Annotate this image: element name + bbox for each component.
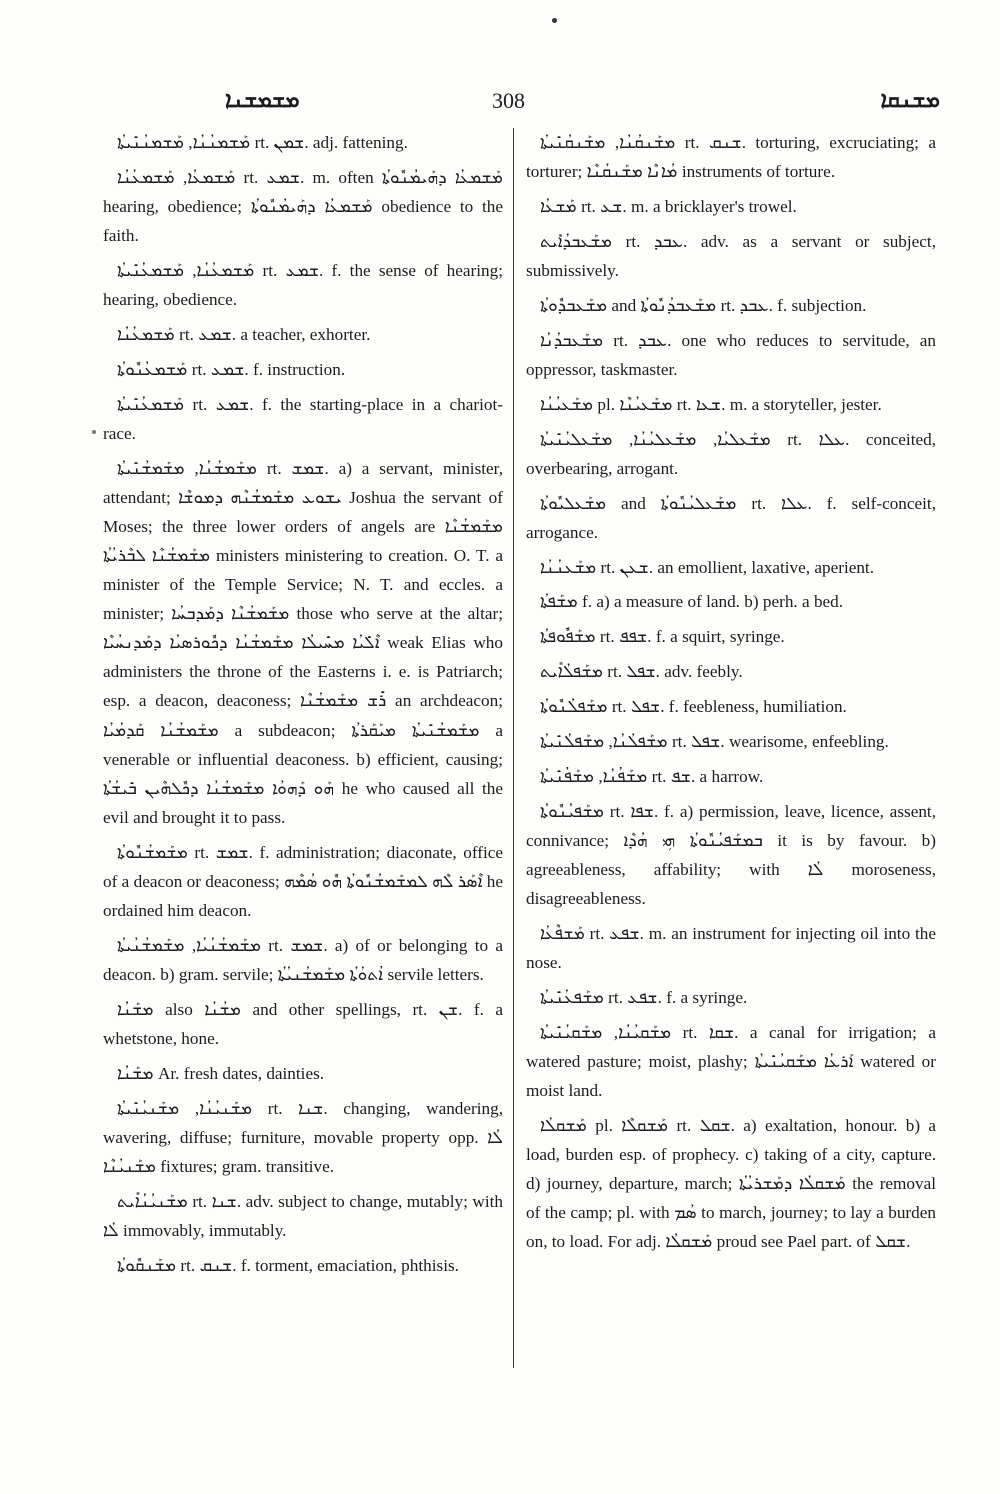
dictionary-entry: ܡܫܰܡܫܳܢܳܐ, ܡܫܰܡܫܳܢܺܝܬܳܐ rt. ܫܡܫ. a) a servant, minister, attendant; ܝܫܘܥ ܡܫܰܡܫܳܢܶܗ ܕܡܘܫܶܐ Joshua the servant of Moses; the three lower orders of angels are ܡܫܰܡܫܳܢܶܐ ܡܫܰܡܫܳܢܶܐ ܠܒܶܪܝܳܬܳܐ ministers ministering to creation. O. T. a minister of the Temple Service; N. T. and eccles. a minister; ܡܫܰܡܫܳܢܶܐ ܕܡܰܕܒܚܳܐ those who serve at the altar; ܐܶܠܺܝܳܐ ܡܚܺܝܠܳܐ ܡܫܰܡܫܳܢܳܐ ܕܟܽܘܪܣܝܳܐ ܕܡܰܕܢܚܳܝܶܐ weak Elias who administers the throne of the Easterns i. e. is Patriarch; esp. a deacon, deaconess; ܪܺܫ ܡܫܰܡܫܳܢܶܐ an archdeacon; ܡܫܰܡܫܳܢܳܐ ܩܰܕܡܳܝܳܐ a subdeacon; ܡܫܰܡܫܳܢܺܝܬܳܐ ܡܝܰܩܰܪܬܳܐ a venerable or influential deaconess. b) efficient, causing; ܗܰܘ ܕܰܗܘܳܐ ܡܫܰܡܫܳܢܳܐ ܕܟܽܠܗܶܝܢ ܒܺܝܫܳܬܳܐ he who caused all the evil and brought it to pass. <box>103 458 503 827</box>
dictionary-entry: ܡܰܫܡܥܳܐ, ܡܰܫܡܥܳܢܳܐ rt. ܫܡܥ. m. often ܡܰܫܡܥܳܐ ܕܗܰܝܡܳܢܽܘܬܳܐ hearing, obedience; ܡܰܫܡܥܳܐ ܕܗܰܝܡܳܢܽܘܬܳܐ obedience to the faith. <box>103 167 504 246</box>
ink-speck <box>552 18 557 23</box>
page-header <box>110 84 960 120</box>
dictionary-entry: ܡܫܰܥܠܝܳܐ, ܡܫܰܥܠܝܳܢܳܐ, ܡܫܰܥܠܝܳܢܺܝܬܳܐ rt. ܥܠܐ. conceited, overbearing, arrogant. <box>526 429 936 478</box>
dictionary-entry: ܡܫܰܥܠܝܽܘܬܳܐ and ܡܫܰܥܠܝܳܢܽܘܬܳܐ rt. ܥܠܐ. f. self-conceit, arrogance. <box>526 493 937 542</box>
dictionary-entry: ܡܫܰܥܒܕܽܘܬܳܐ and ܡܫܰܥܒܕܳܢܽܘܬܳܐ rt. ܥܒܕ. f. subjection. <box>540 295 867 315</box>
dictionary-entry: ܡܰܫܡܢܳܢܳܐ, ܡܰܫܡܢܳܢܺܝܬܳܐ rt. ܫܡܢ. adj. fattening. <box>117 133 408 152</box>
dictionary-entry: ܡܫܰܦܬܳܐ f. a) a measure of land. b) perh. a bed. <box>540 592 844 612</box>
dictionary-entry: ܡܫܰܢܝܳܢܳܐ, ܡܫܰܢܝܳܢܺܝܬܳܐ rt. ܫܢܐ. changing, wandering, wavering, diffuse; furniture, movable property opp. ܠܳܐ ܡܫܰܢܝܳܢܶܐ fixtures; gram. transitive. <box>103 1098 504 1176</box>
dictionary-entry: ܡܫܰܢܩܽܘܬܳܐ rt. ܫܢܩ. f. torment, emaciation, phthisis. <box>117 1255 459 1275</box>
dictionary-entry: ܡܰܫܡܥܳܢܺܝܬܳܐ rt. ܫܡܥ. f. the starting-place in a chariot-race. <box>103 394 503 443</box>
dictionary-entry: ܡܰܫܡܥܳܢܳܐ, ܡܰܫܡܥܳܢܺܝܬܳܐ rt. ܫܡܥ. f. the sense of hearing; hearing, obedience. <box>103 260 503 310</box>
page-number: 308 <box>492 88 525 113</box>
dictionary-entry: ܡܫܰܦܠܳܢܳܐ, ܡܫܰܦܠܳܢܺܝܬܳܐ rt. ܫܦܠ. wearisome, enfeebling. <box>540 732 889 752</box>
dictionary-entry: ܡܰܫܦܶܥܳܐ rt. ܫܦܥ. m. an instrument for injecting oil into the nose. <box>526 924 937 973</box>
right-column <box>526 128 936 1262</box>
ink-speck <box>92 430 96 434</box>
dictionary-entry: ܡܰܫܡܥܳܢܳܐ rt. ܫܡܥ. a teacher, exhorter. <box>117 324 371 344</box>
dictionary-entry: ܡܫܰܡܫܳܢܽܘܬܳܐ rt. ܫܡܫ. f. administration; diaconate, office of a deacon or deaconess; ܐܶܣܰܪ ܠܶܗ ܠܡܫܰܡܫܳܢܽܘܬܳܐ ܗܽܘ ܣܳܡܶܗ he ordained him deacon. <box>103 842 504 920</box>
dictionary-entry: ܡܫܰܥܢܳܢܳܐ rt. ܫܥܢ. an emollient, laxative, aperient. <box>540 557 875 577</box>
dictionary-entry: ܡܫܰܩܝܳܢܳܐ, ܡܫܰܩܝܳܢܺܝܬܳܐ rt. ܫܩܐ. a canal for irrigation; a watered pasture; moist, plashy; ܐܰܪܥܳܐ ܡܫܰܩܝܳܢܺܝܬܳܐ watered or moist land. <box>526 1022 936 1101</box>
dictionary-entry: ܡܫܰܦܽܘܦܬܳܐ rt. ܫܦܦ. f. a squirt, syringe. <box>540 627 785 647</box>
dictionary-entry: ܡܫܰܢܳܐ also ܡܫܳܢܳܐ and other spellings, rt. ܫܢ. f. a whetstone, hone. <box>103 999 503 1048</box>
dictionary-entry: ܡܫܰܢܩܳܢܳܐ, ܡܫܰܢܩܳܢܺܝܬܳܐ rt. ܫܢܩ. torturing, excruciating; a torturer; ܡܳܐܢܶܐ ܡܫܰܢܩܳܢܶܐ instruments of torture. <box>526 133 936 182</box>
running-head-left: ܡܫܡܫܢܐ <box>225 88 300 113</box>
dictionary-entry: ܡܫܰܥܝܳܢܳܐ pl. ܡܫܰܥܝܳܢܶܐ rt. ܫܥܐ. m. a storyteller, jester. <box>540 394 882 414</box>
dictionary-entry: ܡܰܫܥܳܐ rt. ܫܥ. m. a bricklayer's trowel. <box>540 196 797 216</box>
dictionary-entry: ܡܫܰܢܝܳܢܳܐܺܝܬ rt. ܫܢܐ. adv. subject to change, mutably; with ܠܳܐ immovably, immutably. <box>103 1191 503 1240</box>
dictionary-entry: ܡܰܫܩܠܳܐ pl. ܡܰܫܩܠܶܐ rt. ܫܩܠ. a) exaltation, honour. b) a load, burden esp. of prophecy. c) taking of a city, capture. d) journey, departure, march; ܡܰܫܩܠܳܐ ܕܡܰܫܪܝܳܬܳܐ the removal of the camp; pl. with ܣܳܡ to march, journey; to lay a burden on, to load. For adj. ܡܰܫܩܠܳܐ proud see Pael part. of ܫܩܠ. <box>526 1115 937 1252</box>
dictionary-entry: ܡܫܰܡܫܳܢܳܝܳܐ, ܡܫܰܡܫܳܢܳܝܬܳܐ rt. ܫܡܫ. a) of or belonging to a deacon. b) gram. servile; ܐܳܬܘܳܬܳܐ ܡܫܰܡܫܳܢܝܳܬܳܐ servile letters. <box>103 935 504 984</box>
dictionary-entry: ܡܫܰܦܠܳܢܽܘܬܳܐ rt. ܫܦܠ. f. feebleness, humiliation. <box>540 697 847 717</box>
dictionary-entry: ܡܫܰܥܒܕܳܐܺܝܬ rt. ܥܒܕ. adv. as a servant or subject, submissively. <box>526 231 937 280</box>
dictionary-entry: ܡܰܫܡܥܳܢܽܘܬܳܐ rt. ܫܡܥ. f. instruction. <box>117 359 346 379</box>
dictionary-entry: ܡܫܰܦܥܳܢܺܝܬܳܐ rt. ܫܦܥ. f. a syringe. <box>540 987 748 1007</box>
dictionary-entry: ܡܫܰܢܳܐ Ar. fresh dates, dainties. <box>117 1063 325 1083</box>
dictionary-entry: ܡܫܰܦܝܳܢܽܘܬܳܐ rt. ܫܦܐ. f. a) permission, leave, licence, assent, connivance; ܒܡܫܰܦܝܳܢܽܘܬܳܐ ܗܝܼ ܗܳܕܶܐ it is by favour. b) agreeableness, affability; with ܠܳܐ moroseness, disagreeableness. <box>526 801 936 909</box>
dictionary-entry: ܡܫܰܦܠܳܐܺܝܬ rt. ܫܦܠ. adv. feebly. <box>540 662 743 682</box>
running-head-right: ܡܫܢܩܐ <box>880 88 940 113</box>
left-column <box>103 128 503 1286</box>
dictionary-entry: ܡܫܰܦܳܢܳܐ, ܡܫܰܦܳܢܺܝܬܳܐ rt. ܫܦ. a harrow. <box>540 766 764 786</box>
column-divider <box>513 128 514 1368</box>
dictionary-entry: ܡܫܰܥܒܕܳܢܳܐ rt. ܥܒܕ. one who reduces to servitude, an oppressor, taskmaster. <box>526 330 937 379</box>
